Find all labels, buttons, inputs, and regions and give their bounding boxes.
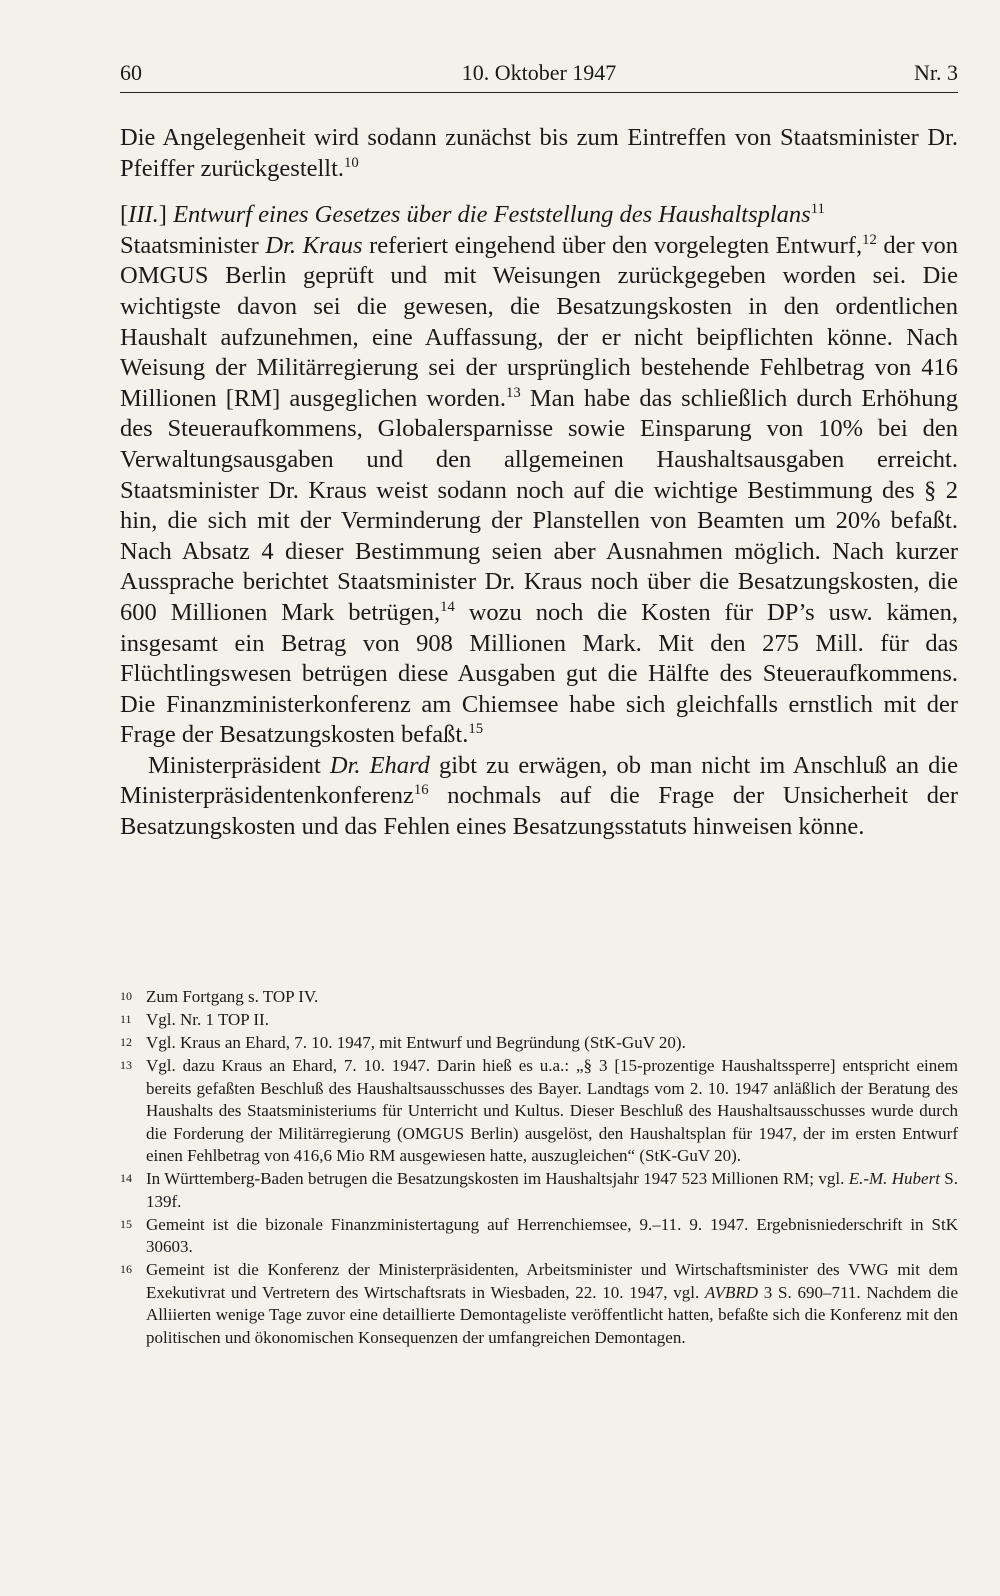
running-head xyxy=(120,58,958,92)
footnote-text-b: 3 S. 690–711. Nachdem die Alliierten wenige Tage zuvor eine detaillierte Demontageliste veröffentlicht hatten, befaßte sich die Konferenz mit den politischen und ökonomischen Konsequenzen der umfangreichen Demontagen. xyxy=(146,1282,959,1347)
heading-bracket-close: ] xyxy=(158,201,174,229)
footnote-text-b: S. 139f. xyxy=(146,1169,958,1211)
footnote-text: Gemeint ist die bizonale Finanzministertagung auf Herrenchiemsee, 9.–11. 9. 1947. Ergebnisniederschrift in StK 30603. xyxy=(146,1214,958,1256)
footnote-number: 13 xyxy=(120,1058,132,1072)
footnote-15 xyxy=(120,1214,958,1259)
footnote-text: Zum Fortgang s. TOP IV. xyxy=(146,987,319,1006)
speaker-name-ehard: Dr. Ehard xyxy=(329,751,430,779)
footnote-number: 11 xyxy=(120,1012,132,1026)
footnote-text xyxy=(146,1259,958,1349)
paragraph-3-text-b: gibt zu erwägen, ob man nicht im Anschluß an die Ministerpräsidentenkonferenz xyxy=(120,751,959,810)
paragraph-1 xyxy=(120,123,958,184)
paragraph-2 xyxy=(120,231,958,751)
footnote-text: Vgl. Nr. 1 TOP II. xyxy=(146,1010,269,1029)
paragraph-2-text-a: Staatsminister xyxy=(120,231,266,259)
footnote-text-a: Gemeint ist die Konferenz der Ministerpräsidenten, Arbeitsminister und Wirtschaftsminister des VWG mit dem Exekutivrat und Vertretern des Wirtschaftsrats in Wiesbaden, 22. 10. 1947, vgl. xyxy=(146,1260,958,1302)
footnote-16 xyxy=(120,1259,958,1349)
paragraph-2-text-b: referiert eingehend über den vorgelegten Entwurf, xyxy=(362,231,863,259)
footnote-number: 10 xyxy=(120,989,132,1003)
speaker-name-kraus: Dr. Kraus xyxy=(265,231,363,259)
main-text xyxy=(120,123,958,843)
paragraph-2-text-c: der von OMGUS Berlin geprüft und mit Weisungen zurückgegeben worden sei. Die wichtigste davon sei die gewesen, die Besatzungskosten in den ordentlichen Haushalt aufzunehmen, eine Auffassung, der er nicht beipflichten könne. Nach Weisung der Militärregierung sei der ursprünglich bestehende Fehlbetrag von 416 Millionen [RM] ausgeglichen worden. xyxy=(120,231,958,412)
footnote-ref-14: 14 xyxy=(440,598,455,615)
paragraph-2-text-d: Man habe das schließlich durch Erhöhung des Steueraufkommens, Globalersparnisse sowie Einsparung von 10% bei den Verwaltungsausgaben und den allgemeinen Haushaltsausgaben erreicht. Staatsminister Dr. Kraus weist sodann noch auf die wichtige Bestimmung des § 2 hin, die sich mit der Verminderung der Planstellen von Beamten um 20% befaßt. Nach Absatz 4 dieser Bestimmung seien aber Ausnahmen möglich. Nach kurzer Aussprache berichtet Staatsminister Dr. Kraus noch über die Besatzungskosten, die 600 Millionen Mark betrügen, xyxy=(120,384,959,626)
footnote-ref-15: 15 xyxy=(468,721,484,738)
footnote-10 xyxy=(120,986,958,1009)
paragraph-1-text: Die Angelegenheit wird sodann zunächst bis zum Eintreffen von Staatsminister Dr. Pfeiffer zurückgestellt. xyxy=(120,124,958,182)
footnote-ref-12: 12 xyxy=(862,231,877,248)
footnote-ref-11: 11 xyxy=(810,201,825,218)
header-issue-number: Nr. 3 xyxy=(914,60,958,85)
footnote-number: 14 xyxy=(120,1171,132,1185)
header-date: 10. Oktober 1947 xyxy=(461,60,617,85)
document-page xyxy=(120,58,959,1347)
footnote-text: Vgl. dazu Kraus an Ehard, 7. 10. 1947. Darin hieß es u.a.: „§ 3 [15-prozentige Haushaltssperre] entspricht einem bereits gefaßten Beschluß des Haushaltsausschusses des Bayer. Landtags vom 2. 10. 1947 anläßlich der Beratung des Haushalts des Staatsministeriums für Unterricht und Kultus. Dieser Beschluß des Haushaltsausschusses wurde durch die Forderung der Militärregierung (OMGUS Berlin) ausgelöst, den Haushaltsplan für 1947, der im ersten Entwurf einen Fehlbetrag von 416,6 Mio RM ausgewiesen hatte, auszugleichen“ (StK-GuV 20). xyxy=(146,1056,958,1165)
heading-number: III. xyxy=(128,201,159,229)
footnote-reference-avbrd: AVBRD xyxy=(705,1282,759,1302)
page-number: 60 xyxy=(120,60,142,85)
footnote-11 xyxy=(120,1009,958,1032)
footnotes xyxy=(120,986,958,1350)
heading-title: Entwurf eines Gesetzes über die Feststellung des Haushaltsplans xyxy=(173,201,811,229)
footnote-ref-10: 10 xyxy=(344,154,359,171)
paragraph-3-text-a: Ministerpräsident xyxy=(148,751,330,779)
section-heading xyxy=(120,200,958,231)
footnote-ref-16: 16 xyxy=(413,782,429,799)
footnote-text-a: In Württemberg-Baden betrugen die Besatzungskosten im Haushaltsjahr 1947 523 Millionen RM; vgl. xyxy=(146,1169,849,1188)
paragraph-2-text-e: wozu noch die Kosten für DP’s usw. kämen, insgesamt ein Betrag von 908 Millionen Mark. Mit den 275 Mill. für das Flüchtlingswesen betrügen diese Ausgaben gut die Hälfte des Steueraufkommens. Die Finanzministerkonferenz am Chiemsee habe sich gleichfalls ernstlich mit der Frage der Besatzungskosten befaßt. xyxy=(120,598,958,749)
heading-bracket-open: [ xyxy=(120,201,129,229)
footnote-text: Vgl. Kraus an Ehard, 7. 10. 1947, mit Entwurf und Begründung (StK-GuV 20). xyxy=(146,1033,686,1052)
footnote-number: 16 xyxy=(120,1262,132,1276)
footnote-14 xyxy=(120,1168,958,1213)
footnote-ref-13: 13 xyxy=(506,384,521,401)
footnote-number: 12 xyxy=(120,1035,132,1049)
footnote-reference-hubert: E.-M. Hubert xyxy=(848,1169,940,1188)
paragraph-3-text-c: nochmals auf die Frage der Unsicherheit der Besatzungskosten und das Fehlen eines Besatzungsstatuts hinweisen könne. xyxy=(120,782,958,841)
footnote-13 xyxy=(120,1055,958,1168)
paragraph-3 xyxy=(120,751,958,843)
footnote-12 xyxy=(120,1032,958,1055)
header-rule xyxy=(120,92,958,93)
footnote-text xyxy=(146,1168,958,1213)
footnote-number: 15 xyxy=(120,1216,132,1231)
